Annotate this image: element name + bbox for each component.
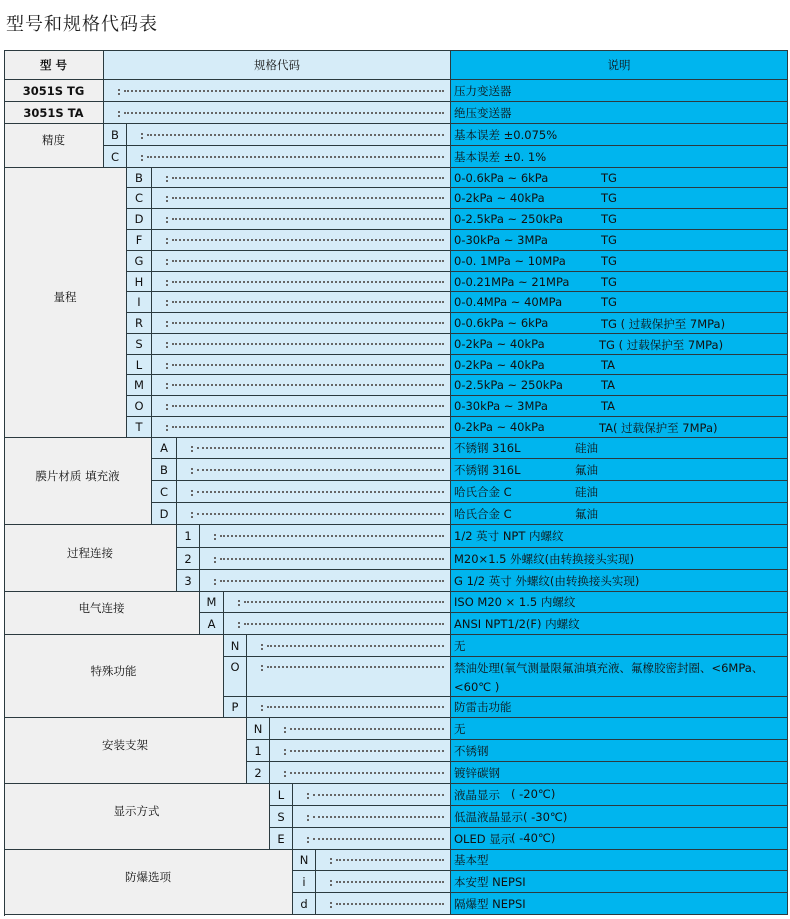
description-text: 基本型: [454, 853, 489, 867]
dot-leader: [220, 558, 444, 560]
description-cell: [451, 806, 788, 828]
description-text: 绝压变送器: [454, 105, 512, 120]
description-cell: [451, 438, 788, 459]
description-note: TA( 过载保护至 7MPa): [599, 421, 718, 435]
code-leader: [293, 828, 451, 850]
description-text: 镀锌碳钢: [454, 765, 500, 780]
description-text: 不锈钢 316L: [454, 462, 521, 477]
dot-leader: [267, 666, 444, 668]
dot-leader: [290, 728, 444, 730]
description-text: 无: [454, 638, 466, 653]
header-description: 说明: [451, 50, 788, 80]
code-option-I[interactable]: I: [127, 292, 152, 313]
dot-leader: [267, 645, 444, 647]
dot-leader: [172, 322, 444, 324]
description-cell: [451, 784, 788, 806]
code-leader: [152, 188, 451, 209]
code-leader: [177, 459, 451, 481]
code-option-M[interactable]: M: [127, 375, 152, 396]
description-cell: [451, 697, 788, 718]
description-note: TG: [601, 254, 617, 268]
dot-leader: [147, 134, 444, 136]
dot-leader: [267, 706, 444, 708]
code-leader: [293, 784, 451, 806]
code-leader: [247, 697, 451, 718]
description-text: 0-0.21MPa ~ 21MPa: [454, 274, 570, 289]
description-note: TG: [601, 191, 617, 205]
description-cell: [451, 209, 788, 230]
code-option-B[interactable]: B: [127, 168, 152, 188]
dot-leader: [124, 90, 444, 92]
code-leader: [152, 417, 451, 438]
dot-leader: [172, 239, 444, 241]
description-text: 0-2.5kPa ~ 250kPa: [454, 212, 563, 226]
description-text: 0-0. 1MPa ~ 10MPa: [454, 254, 566, 268]
description-cell: [451, 871, 788, 893]
description-cell: [451, 396, 788, 417]
description-cell: [451, 355, 788, 375]
code-option-C[interactable]: C: [127, 188, 152, 209]
description-note: TG: [601, 274, 617, 289]
code-option-2[interactable]: 2: [247, 762, 270, 784]
dot-leader: [313, 816, 444, 818]
dot-leader: [124, 112, 444, 114]
description-text: 基本误差 ±0.075%: [454, 127, 558, 142]
description-cell: [451, 230, 788, 251]
description-text: 本安型 NEPSI: [454, 874, 526, 889]
code-option-B[interactable]: B: [152, 459, 177, 481]
description-cell: [451, 251, 788, 272]
description-note: ( -20℃): [511, 786, 556, 801]
description-text: ISO M20 × 1.5 内螺纹: [454, 595, 576, 609]
description-text: 0-0.6kPa ~ 6kPa: [454, 316, 549, 330]
code-leader: [152, 251, 451, 272]
description-cell: [451, 168, 788, 188]
group-label-5: 特殊功能: [4, 635, 224, 718]
description-cell: [451, 272, 788, 292]
description-text: 低温液晶显示( -30℃): [454, 809, 568, 824]
code-option-A[interactable]: A: [152, 438, 177, 459]
code-option-F[interactable]: F: [127, 230, 152, 251]
description-text: 0-2.5kPa ~ 250kPa: [454, 378, 563, 392]
code-option-T[interactable]: T: [127, 417, 152, 438]
dot-leader: [244, 623, 444, 625]
code-option-1[interactable]: 1: [177, 525, 200, 548]
description-cell: [451, 592, 788, 613]
description-text: 哈氏合金 C: [454, 484, 512, 499]
description-cell: [451, 828, 788, 850]
code-leader: [177, 503, 451, 525]
code-option-N[interactable]: N: [293, 850, 316, 871]
code-leader: [177, 438, 451, 459]
description-text: 无: [454, 721, 466, 736]
description-text: 隔爆型 NEPSI: [454, 896, 526, 911]
dot-leader: [336, 903, 444, 905]
page-title: 型号和规格代码表: [6, 14, 158, 35]
description-note: TG ( 过载保护至 7MPa): [599, 338, 724, 352]
description-text: 基本误差 ±0. 1%: [454, 149, 547, 164]
group-label-1: 量程: [4, 168, 127, 438]
description-cell: [451, 740, 788, 762]
description-note: TG: [601, 295, 617, 309]
description-cell: [451, 635, 788, 657]
description-cell: [451, 313, 788, 334]
code-leader: [152, 313, 451, 334]
description-cell: [451, 570, 788, 592]
description-text: 防雷击功能: [454, 700, 512, 714]
code-leader: [270, 740, 451, 762]
dot-leader: [336, 881, 444, 883]
header-spec-code: 规格代码: [104, 50, 451, 80]
group-label-7: 显示方式: [4, 784, 270, 850]
code-leader: [293, 806, 451, 828]
header-model: 型 号: [4, 50, 104, 80]
description-cell: [451, 503, 788, 525]
code-option-N[interactable]: N: [224, 635, 247, 657]
dot-leader: [313, 838, 444, 840]
code-option-O[interactable]: O: [127, 396, 152, 417]
code-option-G[interactable]: G: [127, 251, 152, 272]
dot-leader: [172, 197, 444, 199]
dot-leader: [336, 859, 444, 861]
group-label-0: 精度: [4, 124, 104, 168]
description-text: 压力变送器: [454, 83, 512, 98]
description-text: 1/2 英寸 NPT 内螺纹: [454, 529, 564, 543]
dot-leader: [147, 156, 444, 158]
dot-leader: [290, 750, 444, 752]
dot-leader: [197, 469, 444, 471]
dot-leader: [220, 580, 444, 582]
dot-leader: [172, 177, 444, 179]
code-option-3[interactable]: 3: [177, 570, 200, 592]
code-leader: [200, 525, 451, 548]
code-leader: [270, 762, 451, 784]
description-cell: [451, 850, 788, 871]
description-text: 禁油处理(氧气测量限氟油填充液、氟橡胶密封圈、<6MPa、: [454, 660, 764, 675]
description-note: TA: [601, 399, 615, 413]
code-leader: [247, 635, 451, 657]
code-leader: [177, 481, 451, 503]
description-cell: [451, 188, 788, 209]
group-label-3: 过程连接: [4, 525, 177, 592]
description-cell: [451, 80, 788, 102]
description-text: 不锈钢 316L: [454, 441, 521, 455]
description-cell: [451, 292, 788, 313]
description-cell: [451, 525, 788, 548]
description-text: 液晶显示: [454, 787, 500, 802]
description-cell: [451, 481, 788, 503]
dot-leader: [172, 260, 444, 262]
code-option-E[interactable]: E: [270, 828, 293, 850]
code-option-A[interactable]: A: [200, 613, 224, 635]
description-cell: [451, 417, 788, 438]
dot-leader: [197, 491, 444, 493]
code-leader: [152, 272, 451, 292]
description-note: 硅油: [575, 484, 598, 499]
code-leader: [127, 146, 451, 168]
description-note: TG ( 过载保护至 7MPa): [601, 317, 726, 331]
description-cell: [451, 657, 788, 697]
code-option-C[interactable]: C: [104, 146, 127, 168]
code-leader: [247, 657, 451, 697]
description-cell: [451, 102, 788, 124]
description-text: 0-2kPa ~ 40kPa: [454, 357, 545, 372]
description-cell: [451, 459, 788, 481]
description-text: 0-30kPa ~ 3MPa: [454, 399, 548, 413]
code-leader: [152, 168, 451, 188]
description-text: 0-2kPa ~ 40kPa: [454, 191, 545, 205]
dot-leader: [244, 601, 444, 603]
code-leader: [316, 850, 451, 871]
description-note: TA: [601, 357, 615, 372]
code-option-B[interactable]: B: [104, 124, 127, 146]
description-text: G 1/2 英寸 外螺纹(由转换接头实现): [454, 573, 640, 588]
description-text: 哈氏合金 C: [454, 506, 512, 521]
group-label-6: 安装支架: [4, 718, 247, 784]
code-leader: [224, 592, 451, 613]
description-note: ( -40℃): [511, 830, 556, 845]
dot-leader: [172, 281, 444, 283]
group-label-2: 膜片材质 填充液: [4, 438, 152, 525]
description-text: OLED 显示: [454, 831, 513, 846]
model-cell: 3051S TG: [4, 80, 104, 102]
dot-leader: [197, 513, 444, 515]
description-text-line2: <60℃ ): [454, 679, 500, 694]
description-cell: [451, 718, 788, 740]
description-note: 氟油: [575, 506, 598, 521]
code-leader: [316, 871, 451, 893]
code-option-D[interactable]: D: [152, 503, 177, 525]
description-cell: [451, 613, 788, 635]
description-text: 0-30kPa ~ 3MPa: [454, 233, 548, 247]
description-text: 0-2kPa ~ 40kPa: [454, 337, 545, 351]
code-leader: [152, 334, 451, 355]
dot-leader: [220, 535, 444, 537]
dot-leader: [197, 447, 444, 449]
code-leader: [152, 396, 451, 417]
code-option-L[interactable]: L: [270, 784, 293, 806]
code-leader: [200, 570, 451, 592]
code-leader: [200, 548, 451, 570]
code-leader: [152, 292, 451, 313]
code-option-D[interactable]: D: [127, 209, 152, 230]
dot-leader: [172, 405, 444, 407]
code-leader: [152, 375, 451, 396]
description-cell: [451, 548, 788, 570]
code-leader: [270, 718, 451, 740]
model-code-leader: [104, 102, 451, 124]
code-option-M[interactable]: M: [200, 592, 224, 613]
code-option-1[interactable]: 1: [247, 740, 270, 762]
code-leader: [316, 893, 451, 915]
code-option-L[interactable]: L: [127, 355, 152, 375]
dot-leader: [172, 218, 444, 220]
description-note: TG: [601, 170, 617, 185]
group-label-8: 防爆选项: [4, 850, 293, 915]
description-text: 不锈钢: [454, 743, 489, 758]
description-text: 0-0.4MPa ~ 40MPa: [454, 295, 563, 309]
description-note: TA: [601, 378, 615, 392]
description-note: 硅油: [575, 441, 598, 455]
code-option-C[interactable]: C: [152, 481, 177, 503]
code-option-P[interactable]: P: [224, 697, 247, 718]
description-note: TG: [601, 233, 617, 247]
description-text: M20×1.5 外螺纹(由转换接头实现): [454, 551, 635, 566]
description-text: 0-2kPa ~ 40kPa: [454, 420, 545, 434]
code-leader: [152, 355, 451, 375]
code-leader: [224, 613, 451, 635]
description-note: TG: [601, 212, 617, 226]
dot-leader: [290, 772, 444, 774]
code-option-S[interactable]: S: [270, 806, 293, 828]
description-cell: [451, 762, 788, 784]
dot-leader: [172, 426, 444, 428]
code-option-i[interactable]: i: [293, 871, 316, 893]
description-cell: [451, 334, 788, 355]
code-option-S[interactable]: S: [127, 334, 152, 355]
dot-leader: [172, 343, 444, 345]
code-option-2[interactable]: 2: [177, 548, 200, 570]
code-option-d[interactable]: d: [293, 893, 316, 915]
code-leader: [127, 124, 451, 146]
code-option-H[interactable]: H: [127, 272, 152, 292]
group-label-4: 电气连接: [4, 592, 200, 635]
code-option-R[interactable]: R: [127, 313, 152, 334]
dot-leader: [172, 364, 444, 366]
description-cell: [451, 893, 788, 915]
code-option-O[interactable]: O: [224, 657, 247, 697]
dot-leader: [172, 384, 444, 386]
code-option-N[interactable]: N: [247, 718, 270, 740]
model-cell: 3051S TA: [4, 102, 104, 124]
dot-leader: [313, 794, 444, 796]
dot-leader: [172, 301, 444, 303]
model-code-leader: [104, 80, 451, 102]
description-cell: [451, 124, 788, 146]
description-cell: [451, 375, 788, 396]
code-leader: [152, 230, 451, 251]
description-text: ANSI NPT1/2(F) 内螺纹: [454, 616, 580, 631]
description-cell: [451, 146, 788, 168]
code-leader: [152, 209, 451, 230]
description-text: 0-0.6kPa ~ 6kPa: [454, 170, 549, 185]
description-note: 氟油: [575, 462, 598, 477]
